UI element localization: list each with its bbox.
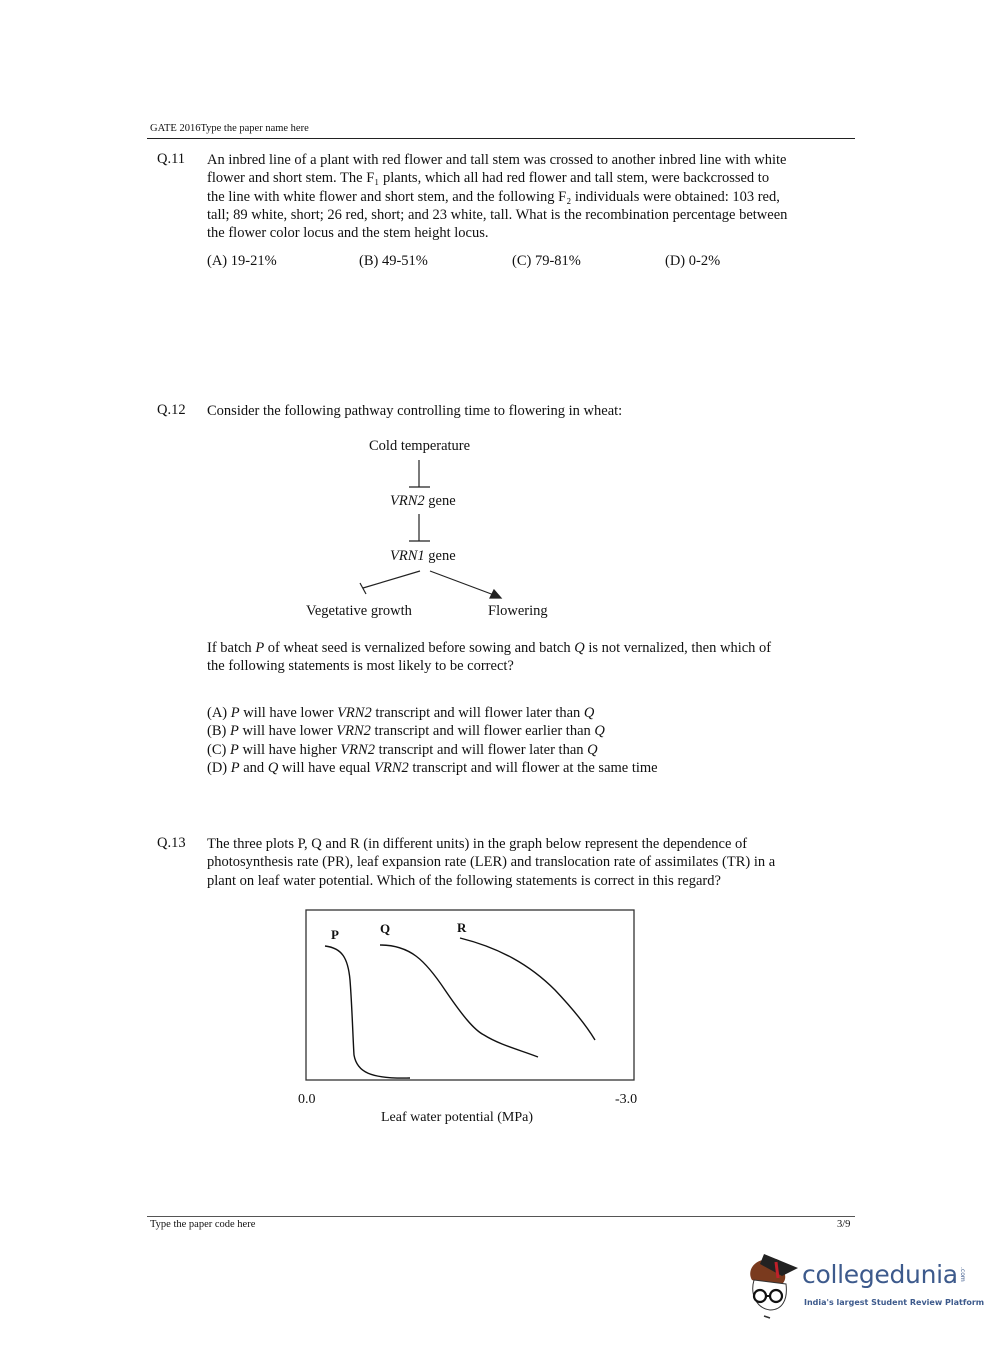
footer-page-number: 3/9 [837, 1219, 851, 1230]
curve-label-p: P [331, 927, 339, 942]
logo-suffix: .com [959, 1267, 966, 1282]
q13-line: plant on leaf water potential. Which of the following statements is correct in this regard? [207, 872, 721, 889]
q13-line: The three plots P, Q and R (in different units) in the graph below represent the dependence of [207, 836, 748, 852]
var-q: Q [267, 759, 279, 776]
text: will have lower [238, 723, 337, 740]
question-number-12: Q.12 [157, 402, 186, 418]
mascot-icon [742, 1250, 804, 1320]
curve-q [380, 945, 538, 1057]
diagram-vegetative-growth: Vegetative growth [306, 603, 412, 619]
gene-name: VRN2 [337, 705, 372, 721]
var-p: P [230, 705, 240, 721]
q11-option-b: (B) 49-51% [359, 253, 428, 269]
page-header-title: GATE 2016Type the paper name here [150, 123, 309, 134]
text: If batch [207, 640, 256, 656]
footer-divider [147, 1216, 855, 1217]
var-q: Q [587, 741, 598, 758]
curve-label-r: R [457, 920, 467, 935]
q11-line: flower and short stem. The F₁ plants, which all had red flower and tall stem, were backcrossed to [207, 170, 770, 187]
q11-option-d: (D) 0-2% [665, 253, 721, 269]
option-label: (D) [207, 759, 231, 776]
footer-paper-code: Type the paper code here [150, 1219, 256, 1230]
option-label: (B) [207, 723, 230, 740]
q11-line: An inbred line of a plant with red flower and tall stem was crossed to another inbred line with white [207, 152, 787, 168]
text: transcript and will flower earlier than [370, 723, 595, 740]
curve-r [460, 938, 595, 1040]
text: will have equal [278, 759, 375, 776]
gene-name: VRN2 [374, 759, 409, 776]
chart-frame [306, 910, 634, 1080]
text: transcript and will flower later than [374, 741, 588, 758]
text: will have lower [239, 705, 338, 721]
text: transcript and will flower later than [371, 705, 584, 721]
text: of wheat seed is vernalized before sowing and batch [264, 640, 575, 656]
diagram-flowering: Flowering [488, 603, 548, 619]
q11-line: tall; 89 white, short; 26 red, short; and 23 white, tall. What is the recombination percentage between [207, 206, 788, 223]
text: will have higher [238, 741, 341, 758]
q11-line: the line with white flower and short stem, and the following F₂ individuals were obtained: 103 red, [207, 188, 780, 205]
collegedunia-logo [742, 1250, 985, 1320]
var-q: Q [594, 723, 605, 740]
text: and [239, 759, 268, 776]
question-number-13: Q.13 [157, 835, 186, 851]
question-number-11: Q.11 [157, 151, 186, 167]
q13-line: photosynthesis rate (PR), leaf expansion rate (LER) and translocation rate of assimilates (TR) in a [207, 854, 776, 871]
option-label: (C) [207, 741, 230, 758]
q11-option-c: (C) 79-81% [512, 253, 581, 269]
logo-wordmark: collegedunia [802, 1260, 958, 1289]
option-label: (A) [207, 705, 231, 721]
curve-p [325, 946, 410, 1078]
gene-suffix: gene [424, 548, 456, 564]
var-p: P [255, 640, 265, 656]
x-tick-0: 0.0 [298, 1092, 316, 1107]
gene-name: VRN1 [390, 548, 425, 564]
q12-stem-line: the following statements is most likely to be correct? [207, 658, 514, 675]
var-p: P [230, 759, 240, 776]
gene-suffix: gene [424, 493, 456, 509]
var-q: Q [583, 705, 595, 721]
var-q: Q [574, 640, 585, 656]
gene-name: VRN2 [340, 741, 375, 758]
logo-tagline: India's largest Student Review Platform [804, 1298, 985, 1307]
var-p: P [229, 741, 239, 758]
q11-line: the flower color locus and the stem height locus. [207, 225, 489, 242]
x-axis-label: Leaf water potential (MPa) [381, 1110, 533, 1125]
text: transcript and will flower at the same time [408, 759, 658, 776]
diagram-cold-temperature: Cold temperature [369, 438, 471, 454]
gene-name: VRN2 [336, 723, 371, 740]
curve-label-q: Q [380, 921, 391, 936]
text: is not vernalized, then which of [584, 640, 772, 656]
var-p: P [229, 723, 239, 740]
x-tick-end: -3.0 [615, 1092, 638, 1107]
q11-option-a: (A) 19-21% [207, 253, 277, 269]
gene-name: VRN2 [390, 493, 425, 509]
question-12-intro: Consider the following pathway controlling time to flowering in wheat: [207, 403, 623, 419]
